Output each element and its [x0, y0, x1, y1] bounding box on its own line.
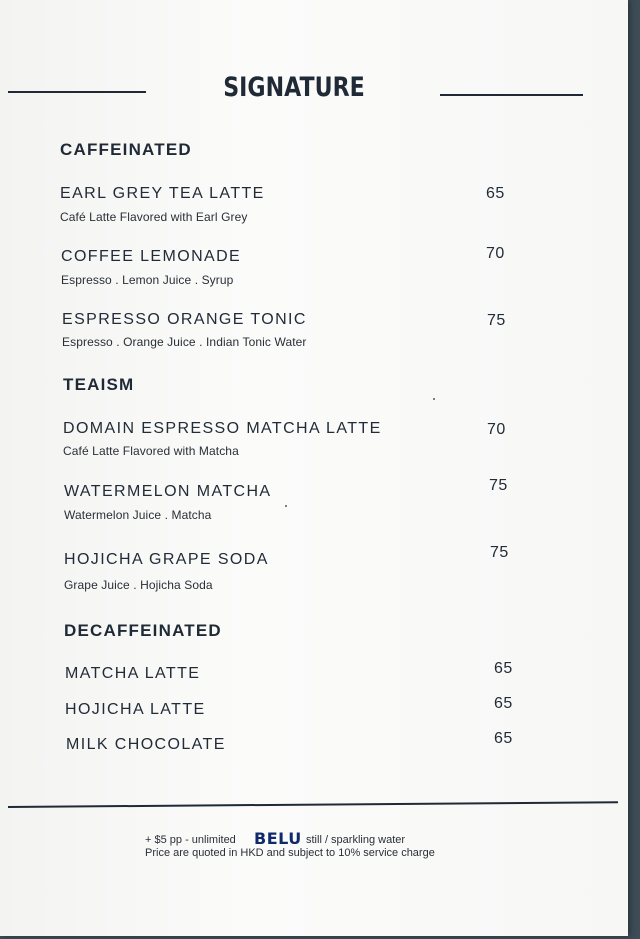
- item-description: Watermelon Juice . Matcha: [64, 508, 212, 522]
- service-charge-note: Price are quoted in HKD and subject to 10% service charge: [145, 847, 435, 859]
- water-offer-prefix: + $5 pp - unlimited: [145, 834, 236, 846]
- item-name: HOJICHA GRAPE SODA: [64, 551, 269, 568]
- item-name: DOMAIN ESPRESSO MATCHA LATTE: [63, 420, 382, 437]
- item-price: 65: [486, 185, 505, 202]
- item-name: EARL GREY TEA LATTE: [60, 185, 265, 202]
- paper-speck: [433, 398, 435, 400]
- menu-title: SIGNATURE: [223, 72, 365, 103]
- item-name: HOJICHA LATTE: [65, 701, 206, 718]
- belu-brand-logo: BELU: [254, 829, 302, 848]
- item-name: ESPRESSO ORANGE TONIC: [62, 311, 307, 328]
- section-heading-decaffeinated: DECAFFEINATED: [64, 621, 222, 640]
- item-description: Café Latte Flavored with Matcha: [63, 444, 239, 458]
- item-description: Café Latte Flavored with Earl Grey: [60, 210, 248, 224]
- item-price: 75: [489, 477, 508, 494]
- section-heading-teaism: TEAISM: [63, 375, 135, 394]
- paper-speck: [285, 505, 287, 507]
- title-rule-right: [440, 94, 583, 96]
- item-price: 70: [487, 421, 506, 438]
- item-name: MATCHA LATTE: [65, 665, 201, 682]
- item-description: Espresso . Orange Juice . Indian Tonic Water: [62, 335, 307, 349]
- item-price: 75: [487, 312, 506, 329]
- item-name: MILK CHOCOLATE: [66, 736, 226, 753]
- water-offer-suffix: still / sparkling water: [306, 834, 406, 846]
- item-price: 70: [486, 245, 505, 262]
- item-price: 75: [490, 544, 509, 561]
- item-name: WATERMELON MATCHA: [64, 483, 272, 500]
- item-price: 65: [494, 695, 513, 712]
- item-description: Grape Juice . Hojicha Soda: [64, 578, 213, 592]
- section-heading-caffeinated: CAFFEINATED: [60, 140, 192, 159]
- item-price: 65: [494, 660, 513, 677]
- item-description: Espresso . Lemon Juice . Syrup: [61, 273, 234, 287]
- footer-rule: [8, 801, 618, 808]
- item-price: 65: [494, 730, 513, 747]
- item-name: COFFEE LEMONADE: [61, 248, 242, 265]
